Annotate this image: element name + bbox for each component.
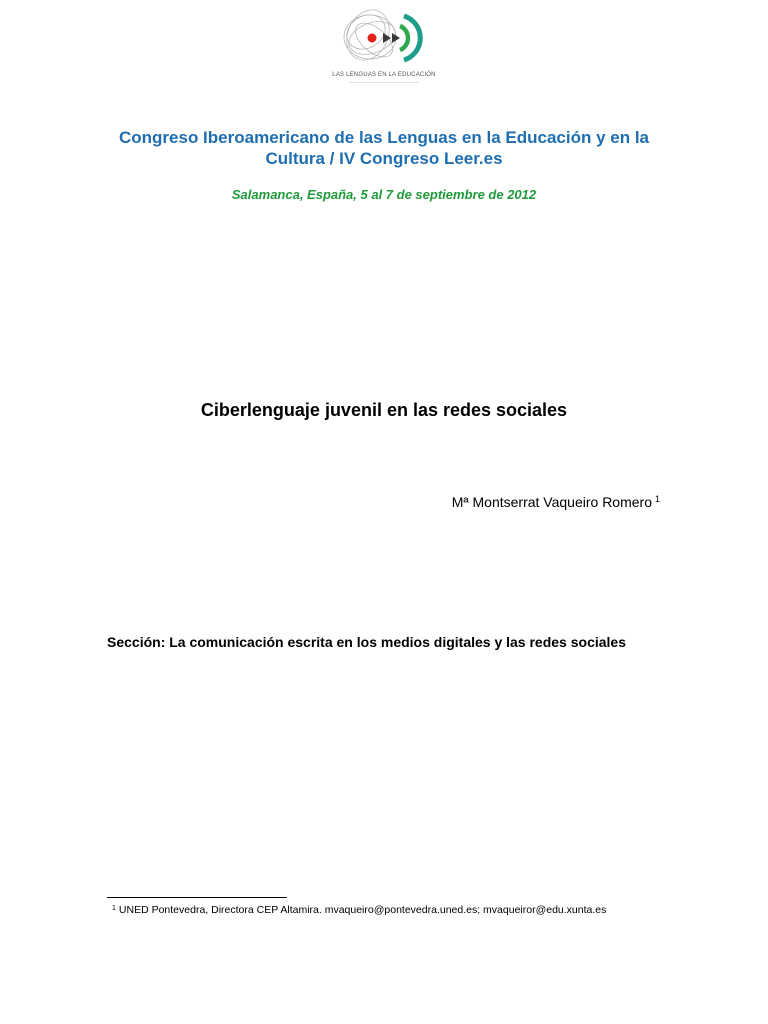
footnote-marker: 1 (112, 905, 116, 912)
footnote-divider (107, 897, 287, 898)
author-line (452, 493, 660, 511)
logo-caption: LAS LENGUAS EN LA EDUCACIÓN (332, 72, 436, 78)
green-arc-icon (400, 26, 408, 50)
section-heading: Sección: La comunicación escrita en los medios digitales y las redes sociales (107, 634, 626, 650)
logo-subcaption-line: ―――――――――――――――――――― (349, 80, 419, 84)
paper-title: Ciberlenguaje juvenil en las redes sociales (200, 400, 568, 420)
conference-subtitle: Salamanca, España, 5 al 7 de septiembre de 2012 (231, 187, 537, 202)
conference-title: Congreso Iberoamericano de las Lenguas en la Educación y en la Cultura / IV Congreso Leer.es (119, 128, 649, 168)
red-dot-icon (368, 34, 377, 43)
logo-graphic (328, 2, 440, 72)
footnote-text: UNED Pontevedra, Directora CEP Altamira. mvaqueiro@pontevedra.uned.es; mvaqueiror@edu.xunta.es (118, 904, 607, 916)
footnote (112, 903, 672, 917)
author-footnote-marker: 1 (654, 494, 660, 504)
conference-logo (328, 2, 440, 94)
author-name: Mª Montserrat Vaqueiro Romero (451, 494, 652, 510)
